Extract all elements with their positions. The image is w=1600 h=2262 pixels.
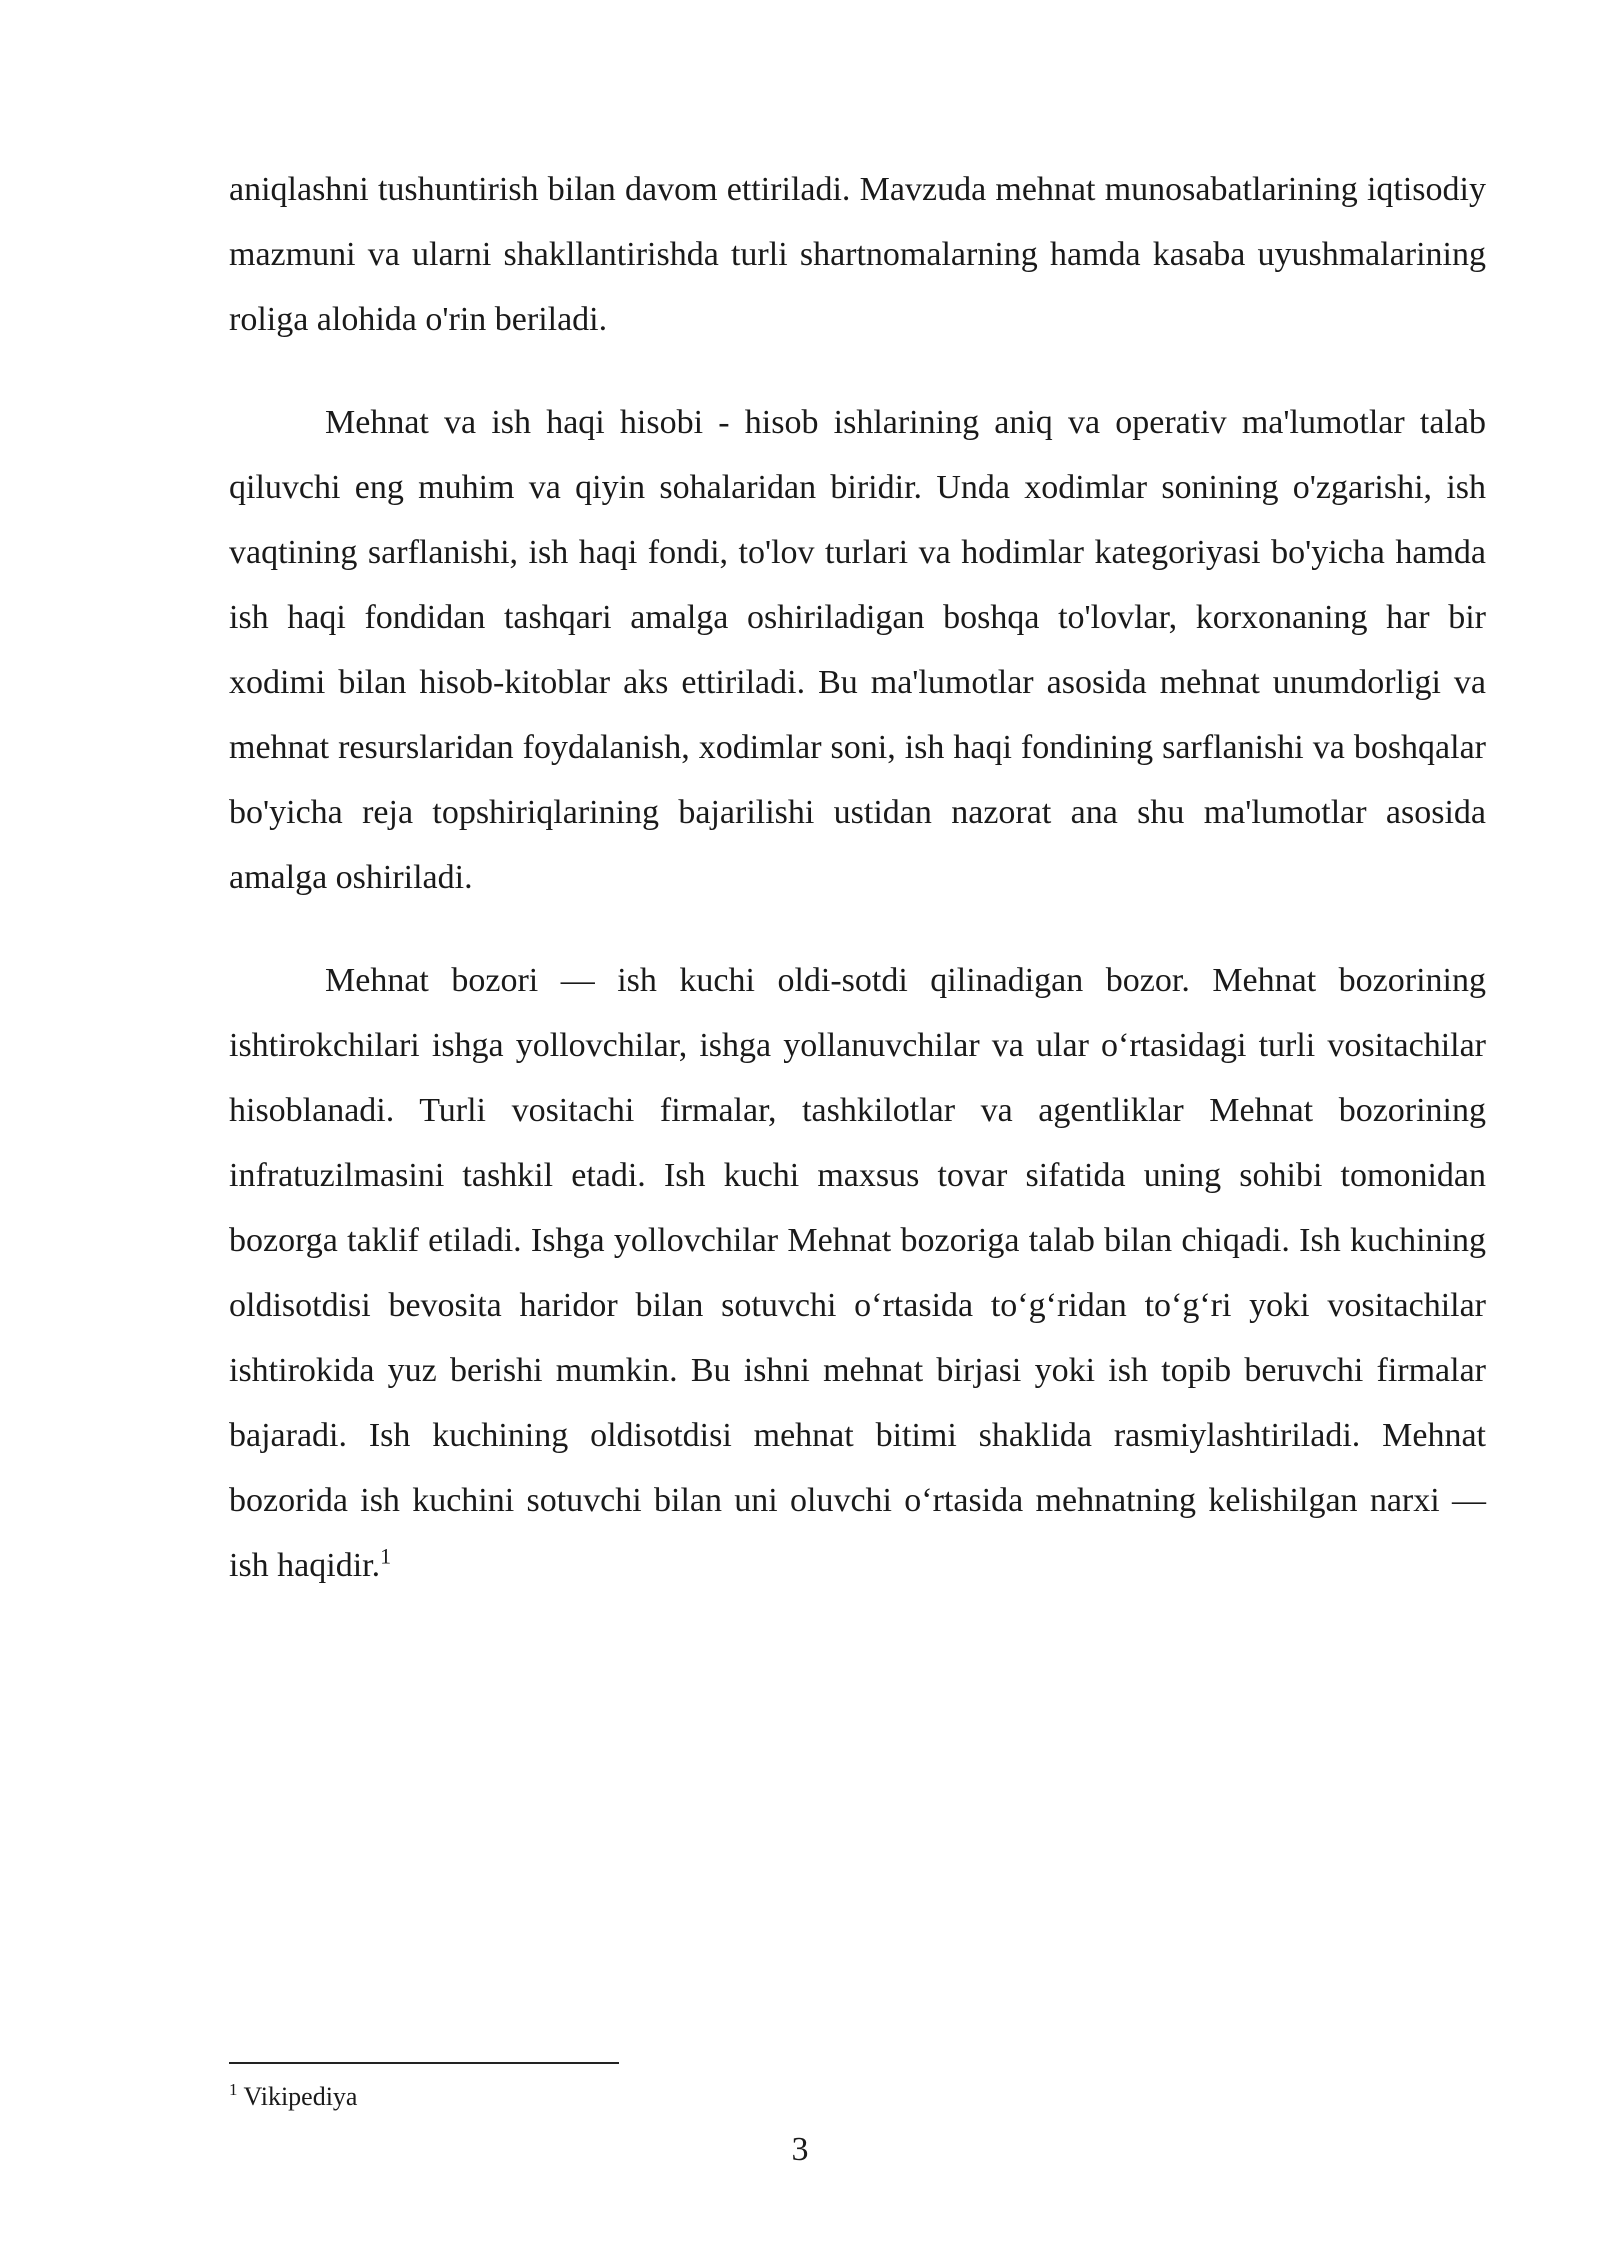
footnote-separator xyxy=(229,2062,619,2064)
paragraph-1: aniqlashni tushuntirish bilan davom ettiriladi. Mavzuda mehnat munosabatlarining iqtisodiy mazmuni va ularni shakllantirishda turli shartnomalarning hamda kasaba uyushmalarining roliga alohida o'rin beriladi. xyxy=(229,171,1486,338)
page-body xyxy=(229,157,1486,1598)
paragraph-3 xyxy=(229,948,1486,1598)
paragraph-2: Mehnat va ish haqi hisobi - hisob ishlarining aniq va operativ ma'lumotlar talab qiluvchi eng muhim va qiyin sohalaridan biridir. Unda xodimlar sonining o'zgarishi, ish vaqtining sarflanishi, ish haqi fondi, to'lov turlari va hodimlar kategoriyasi bo'yicha hamda ish haqi fondidan tashqari amalga oshiriladigan boshqa to'lovlar, korxonaning har bir xodimi bilan hisob-kitoblar aks ettiriladi. Bu ma'lumotlar asosida mehnat unumdorligi va mehnat resurslaridan foydalanish, xodimlar soni, ish haqi fondining sarflanishi va boshqalar bo'yicha reja topshiriqlarining bajarilishi ustidan nazorat ana shu ma'lumotlar asosida amalga oshiriladi. xyxy=(229,404,1486,896)
paragraph-3-text: Mehnat bozori — ish kuchi oldi-sotdi qilinadigan bozor. Mehnat bozorining ishtirokchilari ishga yollovchilar, ishga yollanuvchilar va ular o‘rtasidagi turli vositachilar hisoblanadi. Turli vositachi firmalar, tashkilotlar va agentliklar Mehnat bozorining infratuzilmasini tashkil etadi. Ish kuchi maxsus tovar sifatida uning sohibi tomonidan bozorga taklif etiladi. Ishga yollovchilar Mehnat bozoriga talab bilan chiqadi. Ish kuchining oldisotdisi bevosita haridor bilan sotuvchi o‘rtasida to‘g‘ridan to‘g‘ri yoki vositachilar ishtirokida yuz berishi mumkin. Bu ishni mehnat birjasi yoki ish topib beruvchi firmalar bajaradi. Ish kuchining oldisotdisi mehnat bitimi shaklida rasmiylashtiriladi. Mehnat bozorida ish kuchini sotuvchi bilan uni oluvchi o‘rtasida mehnatning kelishilgan narxi — ish haqidir. xyxy=(229,962,1486,1584)
footnote-text: Vikipediya xyxy=(243,2082,358,2111)
footnote-reference[interactable]: 1 xyxy=(380,1543,392,1569)
page-number: 3 xyxy=(791,2131,809,2168)
footnote xyxy=(229,2080,357,2114)
footnote-marker: 1 xyxy=(229,2080,238,2100)
